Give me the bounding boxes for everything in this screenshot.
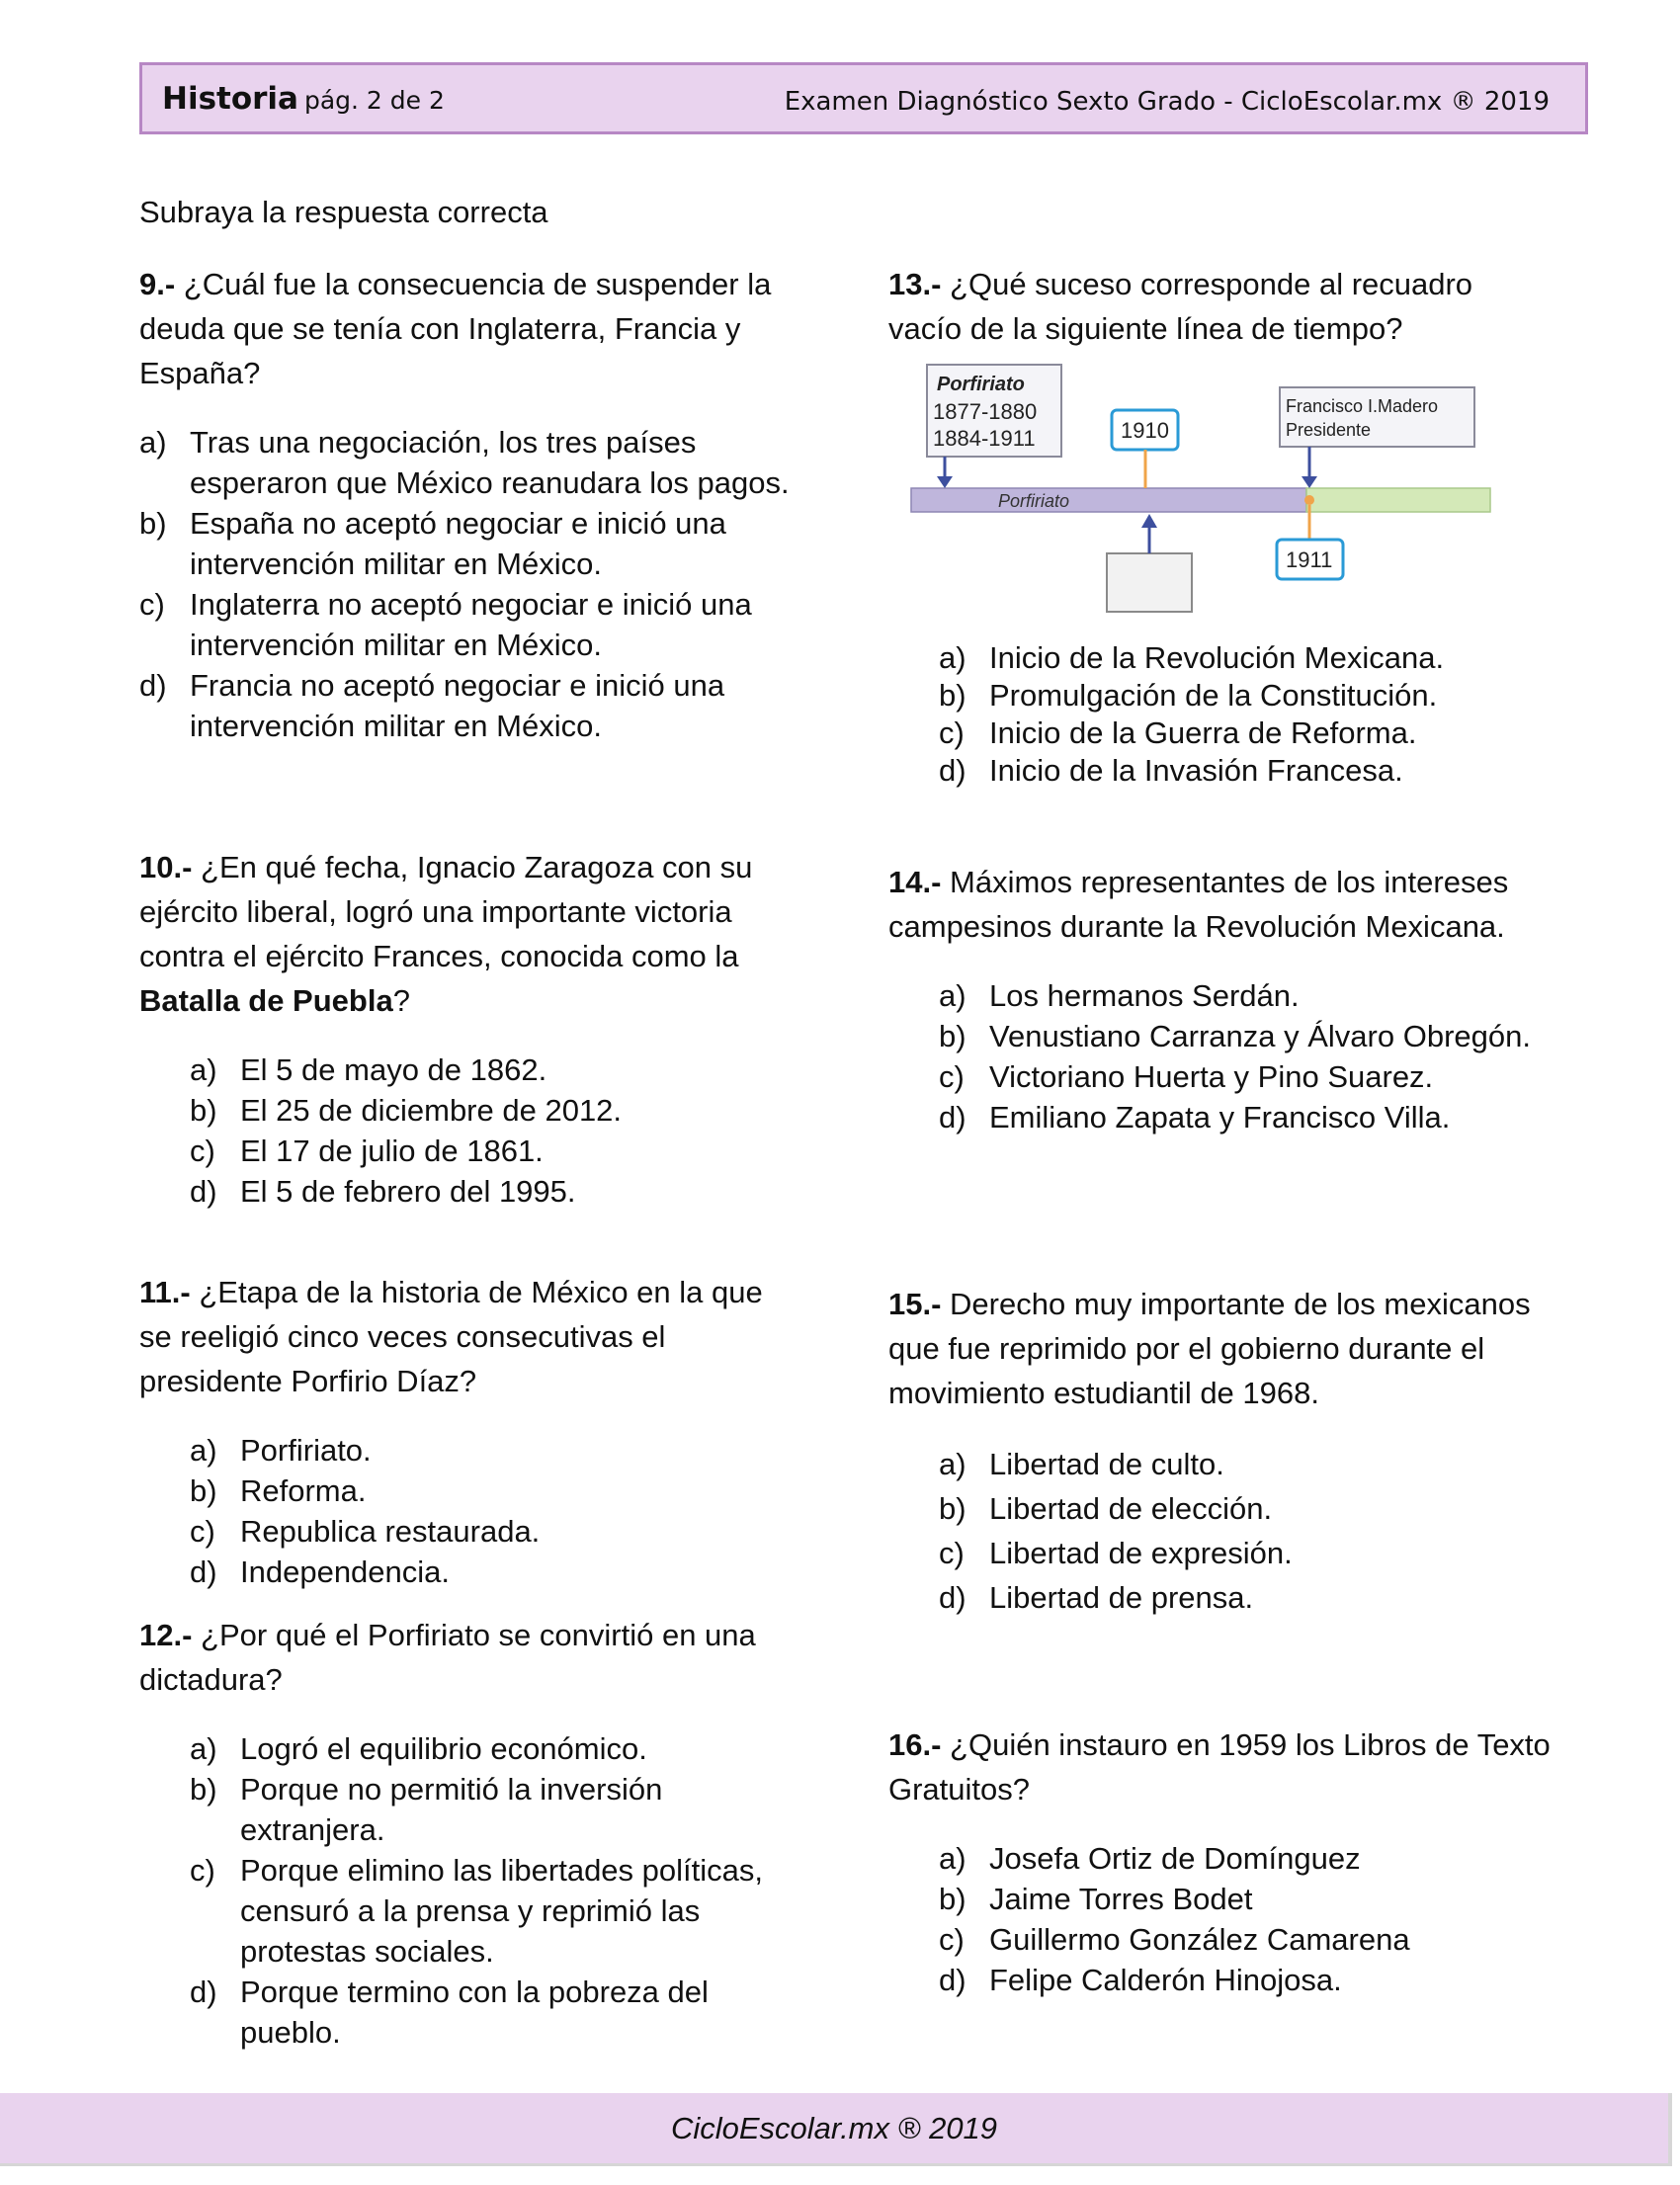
option[interactable]: b) Reforma. — [190, 1473, 367, 1508]
options-list — [939, 975, 1551, 1137]
option[interactable]: c) Libertad de expresión. — [939, 1536, 1293, 1570]
option[interactable]: c) El 17 de julio de 1861. — [190, 1134, 544, 1168]
option[interactable]: c) Inicio de la Guerra de Reforma. — [939, 715, 1417, 750]
question-text: 14.- Máximos representantes de los intereses campesinos durante la Revolución Mexicana. — [888, 865, 1509, 944]
option[interactable]: d) Independencia. — [190, 1555, 451, 1589]
option[interactable]: b) Venustiano Carranza y Álvaro Obregón. — [939, 1019, 1531, 1053]
madero-box-line1: Francisco I.Madero — [1286, 396, 1439, 416]
option[interactable]: a) Tras una negociación, los tres países esperaron que México reanudara los pagos. — [139, 425, 790, 500]
page-header — [139, 62, 1588, 134]
option[interactable]: b) Libertad de elección. — [939, 1491, 1273, 1526]
options-list — [939, 1838, 1551, 2000]
option[interactable]: b) El 25 de diciembre de 2012. — [190, 1093, 623, 1128]
question-15 — [888, 1282, 1551, 1620]
option[interactable]: b) España no aceptó negociar e inició una intervención militar en México. — [139, 506, 726, 581]
option[interactable]: b) Jaime Torres Bodet — [939, 1882, 1253, 1916]
madero-arrowhead — [1302, 476, 1317, 488]
option[interactable]: d) El 5 de febrero del 1995. — [190, 1174, 576, 1209]
option[interactable]: d) Porque termino con la pobreza del pueblo. — [190, 1975, 709, 2050]
footer-text: CicloEscolar.mx ® 2019 — [670, 2111, 998, 2145]
question-13 — [888, 262, 1551, 351]
option[interactable]: c) Guillermo González Camarena — [939, 1922, 1410, 1957]
exam-title: Examen Diagnóstico Sexto Grado - CicloEscolar.mx ® 2019 — [784, 87, 1550, 117]
option[interactable]: b) Porque no permitió la inversión extranjera. — [190, 1772, 663, 1847]
empty-box — [1107, 553, 1192, 612]
option[interactable]: c) Victoriano Huerta y Pino Suarez. — [939, 1059, 1434, 1094]
revolution-bar — [1306, 488, 1490, 512]
year-1910: 1910 — [1121, 418, 1169, 443]
option[interactable]: a) El 5 de mayo de 1862. — [190, 1052, 547, 1087]
option[interactable]: d) Inicio de la Invasión Francesa. — [939, 753, 1403, 788]
options-list — [939, 1442, 1551, 1620]
question-text: 16.- ¿Quién instauro en 1959 los Libros de Texto Gratuitos? — [888, 1727, 1551, 1807]
options-list — [939, 639, 1551, 790]
page-number: pág. 2 de 2 — [303, 86, 445, 115]
options-list — [139, 422, 801, 746]
question-16 — [888, 1723, 1551, 2000]
question-12 — [139, 1613, 801, 2053]
question-text: 12.- ¿Por qué el Porfiriato se convirtió en una dictadura? — [139, 1618, 756, 1697]
question-text: 15.- Derecho muy importante de los mexicanos que fue reprimido por el gobierno durante el movimiento estudiantil de 1968. — [888, 1287, 1531, 1410]
subject-title — [162, 81, 445, 117]
option[interactable]: d) Francia no aceptó negociar e inició una intervención militar en México. — [139, 668, 725, 743]
option[interactable]: d) Libertad de prensa. — [939, 1580, 1254, 1615]
madero-box-line2: Presidente — [1286, 420, 1372, 440]
option[interactable]: d) Emiliano Zapata y Francisco Villa. — [939, 1100, 1451, 1135]
option[interactable]: a) Porfiriato. — [190, 1433, 372, 1468]
porfiriato-arrowhead — [937, 476, 953, 488]
question-9 — [139, 262, 801, 746]
subject-name: Historia — [162, 81, 298, 117]
question-14 — [888, 860, 1551, 1137]
porfiriato-box-title: Porfiriato — [937, 374, 1025, 395]
timeline-diagram — [889, 360, 1492, 617]
empty-box-arrowhead — [1141, 514, 1157, 528]
instruction: Subraya la respuesta correcta — [139, 195, 548, 229]
option[interactable]: a) Libertad de culto. — [939, 1447, 1224, 1481]
page-footer — [0, 2093, 1672, 2166]
option[interactable]: c) Inglaterra no aceptó negociar e inició una intervención militar en México. — [139, 587, 752, 662]
option[interactable]: a) Inicio de la Revolución Mexicana. — [939, 640, 1445, 675]
madero-marker — [1304, 495, 1314, 505]
option[interactable]: a) Los hermanos Serdán. — [939, 978, 1300, 1013]
year-1911: 1911 — [1286, 547, 1333, 572]
bar-label: Porfiriato — [998, 491, 1070, 511]
question-13-options — [888, 639, 1551, 790]
option[interactable]: a) Logró el equilibrio económico. — [190, 1731, 647, 1766]
options-list — [190, 1050, 801, 1212]
option[interactable]: c) Porque elimino las libertades políticas, censuró a la prensa y reprimió las protestas sociales. — [190, 1853, 763, 1969]
question-text: 10.- ¿En qué fecha, Ignacio Zaragoza con su ejército liberal, logró una importante victoria contra el ejército Frances, conocida como la Batalla de Puebla? — [139, 850, 753, 1018]
question-text: 11.- ¿Etapa de la historia de México en la que se reeligió cinco veces consecutivas el presidente Porfirio Díaz? — [139, 1275, 763, 1398]
porfiriato-bar — [911, 488, 1306, 512]
porfiriato-box-line1: 1877-1880 — [933, 399, 1038, 424]
option[interactable]: b) Promulgación de la Constitución. — [939, 678, 1438, 713]
options-list — [190, 1430, 801, 1592]
option[interactable]: d) Felipe Calderón Hinojosa. — [939, 1963, 1342, 1997]
question-text: 13.- ¿Qué suceso corresponde al recuadro vacío de la siguiente línea de tiempo? — [888, 267, 1473, 346]
question-10 — [139, 845, 801, 1212]
options-list — [190, 1728, 801, 2053]
option[interactable]: a) Josefa Ortiz de Domínguez — [939, 1841, 1361, 1876]
question-text: 9.- ¿Cuál fue la consecuencia de suspender la deuda que se tenía con Inglaterra, Francia y España? — [139, 267, 772, 390]
question-11 — [139, 1270, 801, 1592]
porfiriato-box-line2: 1884-1911 — [933, 426, 1036, 451]
option[interactable]: c) Republica restaurada. — [190, 1514, 541, 1549]
